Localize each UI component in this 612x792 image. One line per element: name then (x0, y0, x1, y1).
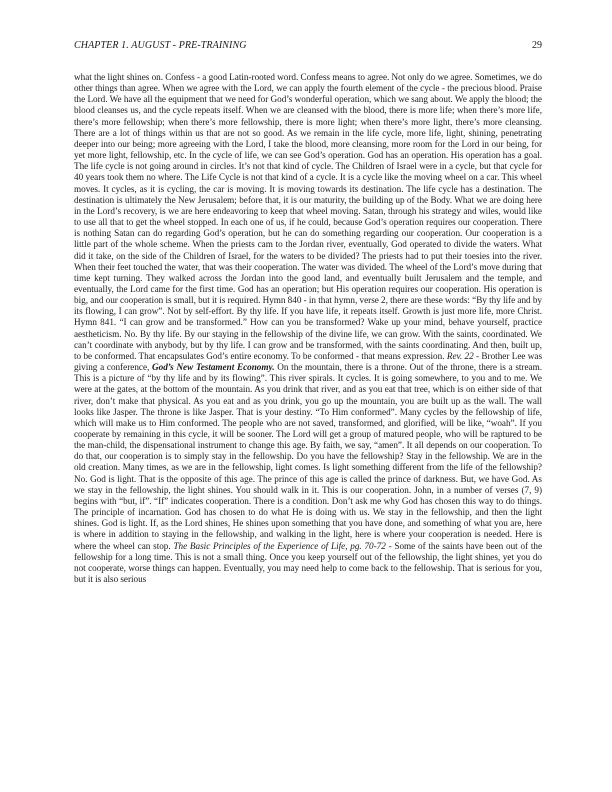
body-segment-3: On the mountain, there is a throne. Out of the throne, there is a stream. This is a picture of “by thy life and by its flowing”. This river spirals. It cycles. It is going somewhere, to you and to me. We were at the gates, at the bottom of the mountain. As you drink that river, and as you eat that tree, which is on either side of that river, don’t make that physical. As you eat and as you drink, you go up the mountain, you are built up as the wall. The wall looks like Jasper. The throne is like Jasper. That is your destiny. “To Him conformed”. Many cycles by the fellowship of life, which will make us to Him conformed. The people who are not saved, transformed, and glorified, will be like, “woah”. If you cooperate by remaining in this cycle, it will be sooner. The Lord will get a group of matured people, who will be raptured to be the man-child, the dispensational instrument to change this age. By faith, we say, “amen”. It all depends on our cooperation. To do that, our cooperation is to simply stay in the fellowship. Do you have the fellowship? Stay in the fellowship. We are in the old creation. Many times, as we are in the fellowship, light comes. Is light something different from the life of the fellowship? No. God is light. That is the opposite of this age. The prince of this age is called the prince of darkness. But, we have God. As we stay in the fellowship, the light shines. You should walk in it. This is our cooperation. John, in a number of verses (7, 9) begins with “but, if”. “If” indicates cooperation. There is a condition. Don’t ask me why God has chosen this way to do things. The principle of incarnation. God has chosen to do what He is doing with us. We stay in the fellowship, and then the light shines. God is light. If, as the Lord shines, He shines upon something that you have done, and something of what you are, here is where in addition to staying in the fellowship, and walking in the light, here is where your cooperation is needed. Here is where the wheel can stop. (74, 362, 542, 551)
body-segment-2: - Brother Lee was giving a conference, (74, 350, 543, 373)
body-paragraph (74, 72, 542, 585)
body-segment-1: what the light shines on. Confess - a good Latin-rooted word. Confess means to agree. Not only do we agree. Sometimes, we do other things than agree. When we agree with the Lord, we can apply the fourth element of the cycle - the precious blood. Praise the Lord. We have all the equipment that we need for God’s wonderful operation, which we sang about. We apply the blood; the blood cleanses us, and the cycle repeats itself. When we are cleansed with the blood, there is more life; when there’s more life, there’s more fellowship; when there’s more fellowship, there is more light; when there’s more light, there’s more cleansing. There are a lot of things within us that are not so good. As we remain in the life cycle, more life, light, shining, penetrating deeper into our being; more agreeing with the Lord, I take the blood, more cleansing, more room for the Lord in our being, for yet more light, fellowship, etc. In the cycle of life, we can see God’s operation. God has an operation. His operation has a goal. The life cycle is not going around in circles. It’s not that kind of cycle. The Children of Israel were in a cycle, but that cycle for 40 years took them no where. The Life Cycle is not that kind of a cycle. It is a cycle like the moving wheel on a car. This wheel moves. It cycles, as it is cycling, the car is moving. It is moving towards its destination. The life cycle has a destination. The destination is ultimately the New Jerusalem; before that, it is our maturity, the building up of the Body. What we are doing here in the Lord’s recovery, is we are here endeavoring to keep that wheel moving. Satan, through his strategy and wiles, would like to use all that to get the wheel stopped. In each one of us, if he could, because God’s operation requires our cooperation. There is nothing Satan can do regarding God’s operation, but he can do something regarding our cooperation. Our cooperation is a little part of the whole scheme. When the priests cam to the Jordan river, eventually, God operated to divide the waters. What did it take, on the side of the Children of Israel, for the waters to be divided? The priests had to put their toesies into the river. When their feet touched the water, that was their cooperation. The water was divided. The wheel of the Lord’s move during that time kept turning. They walked across the Jordan into the good land, and eventually built Jerusalem and the temple, and eventually, the Lord came for the first time. God has an operation; but His operation requires our cooperation. His operation is big, and our cooperation is small, but it is required. Hymn 840 - in that hymn, verse 2, there are these words: “By thy life and by its flowing, I can grow”. Not by self-effort. By thy life. If you have life, it repeats itself. Growth is just more life, more Christ. Hymn 841. “I can grow and be transformed.” How can you be transformed? Wake up your mind, behave yourself, practice aestheticism. No. By thy life. By our staying in the fellowship of the divine life, we can grow. With the saints, coordinated. We can’t coordinate with anybody, but by thy life. I can grow and be transformed, with the saints coordinating. And then, built up, to be conformed. That encapsulates God’s entire economy. To be conformed - that means expression. (74, 72, 542, 361)
book-reference: The Basic Principles of the Experience of Life, pg. 70-72 (173, 540, 386, 551)
book-title: God’s New Testament Economy. (152, 362, 275, 373)
page-number: 29 (532, 40, 542, 51)
body-text (74, 72, 542, 585)
body-segment-4: - Some of the saints have been out of the fellowship for a long time. This is not a small thing. Once you keep yourself out of the fellowship, the light shines, yet you do not cooperate, worse things can happen. Eventually, you may need help to come back to the fellowship. That is serious for you, but it is also serious (74, 540, 542, 585)
chapter-title: CHAPTER 1. AUGUST - PRE-TRAINING (74, 40, 247, 51)
scripture-reference: Rev. 22 (446, 350, 474, 361)
page (74, 40, 542, 585)
running-head (74, 40, 542, 52)
